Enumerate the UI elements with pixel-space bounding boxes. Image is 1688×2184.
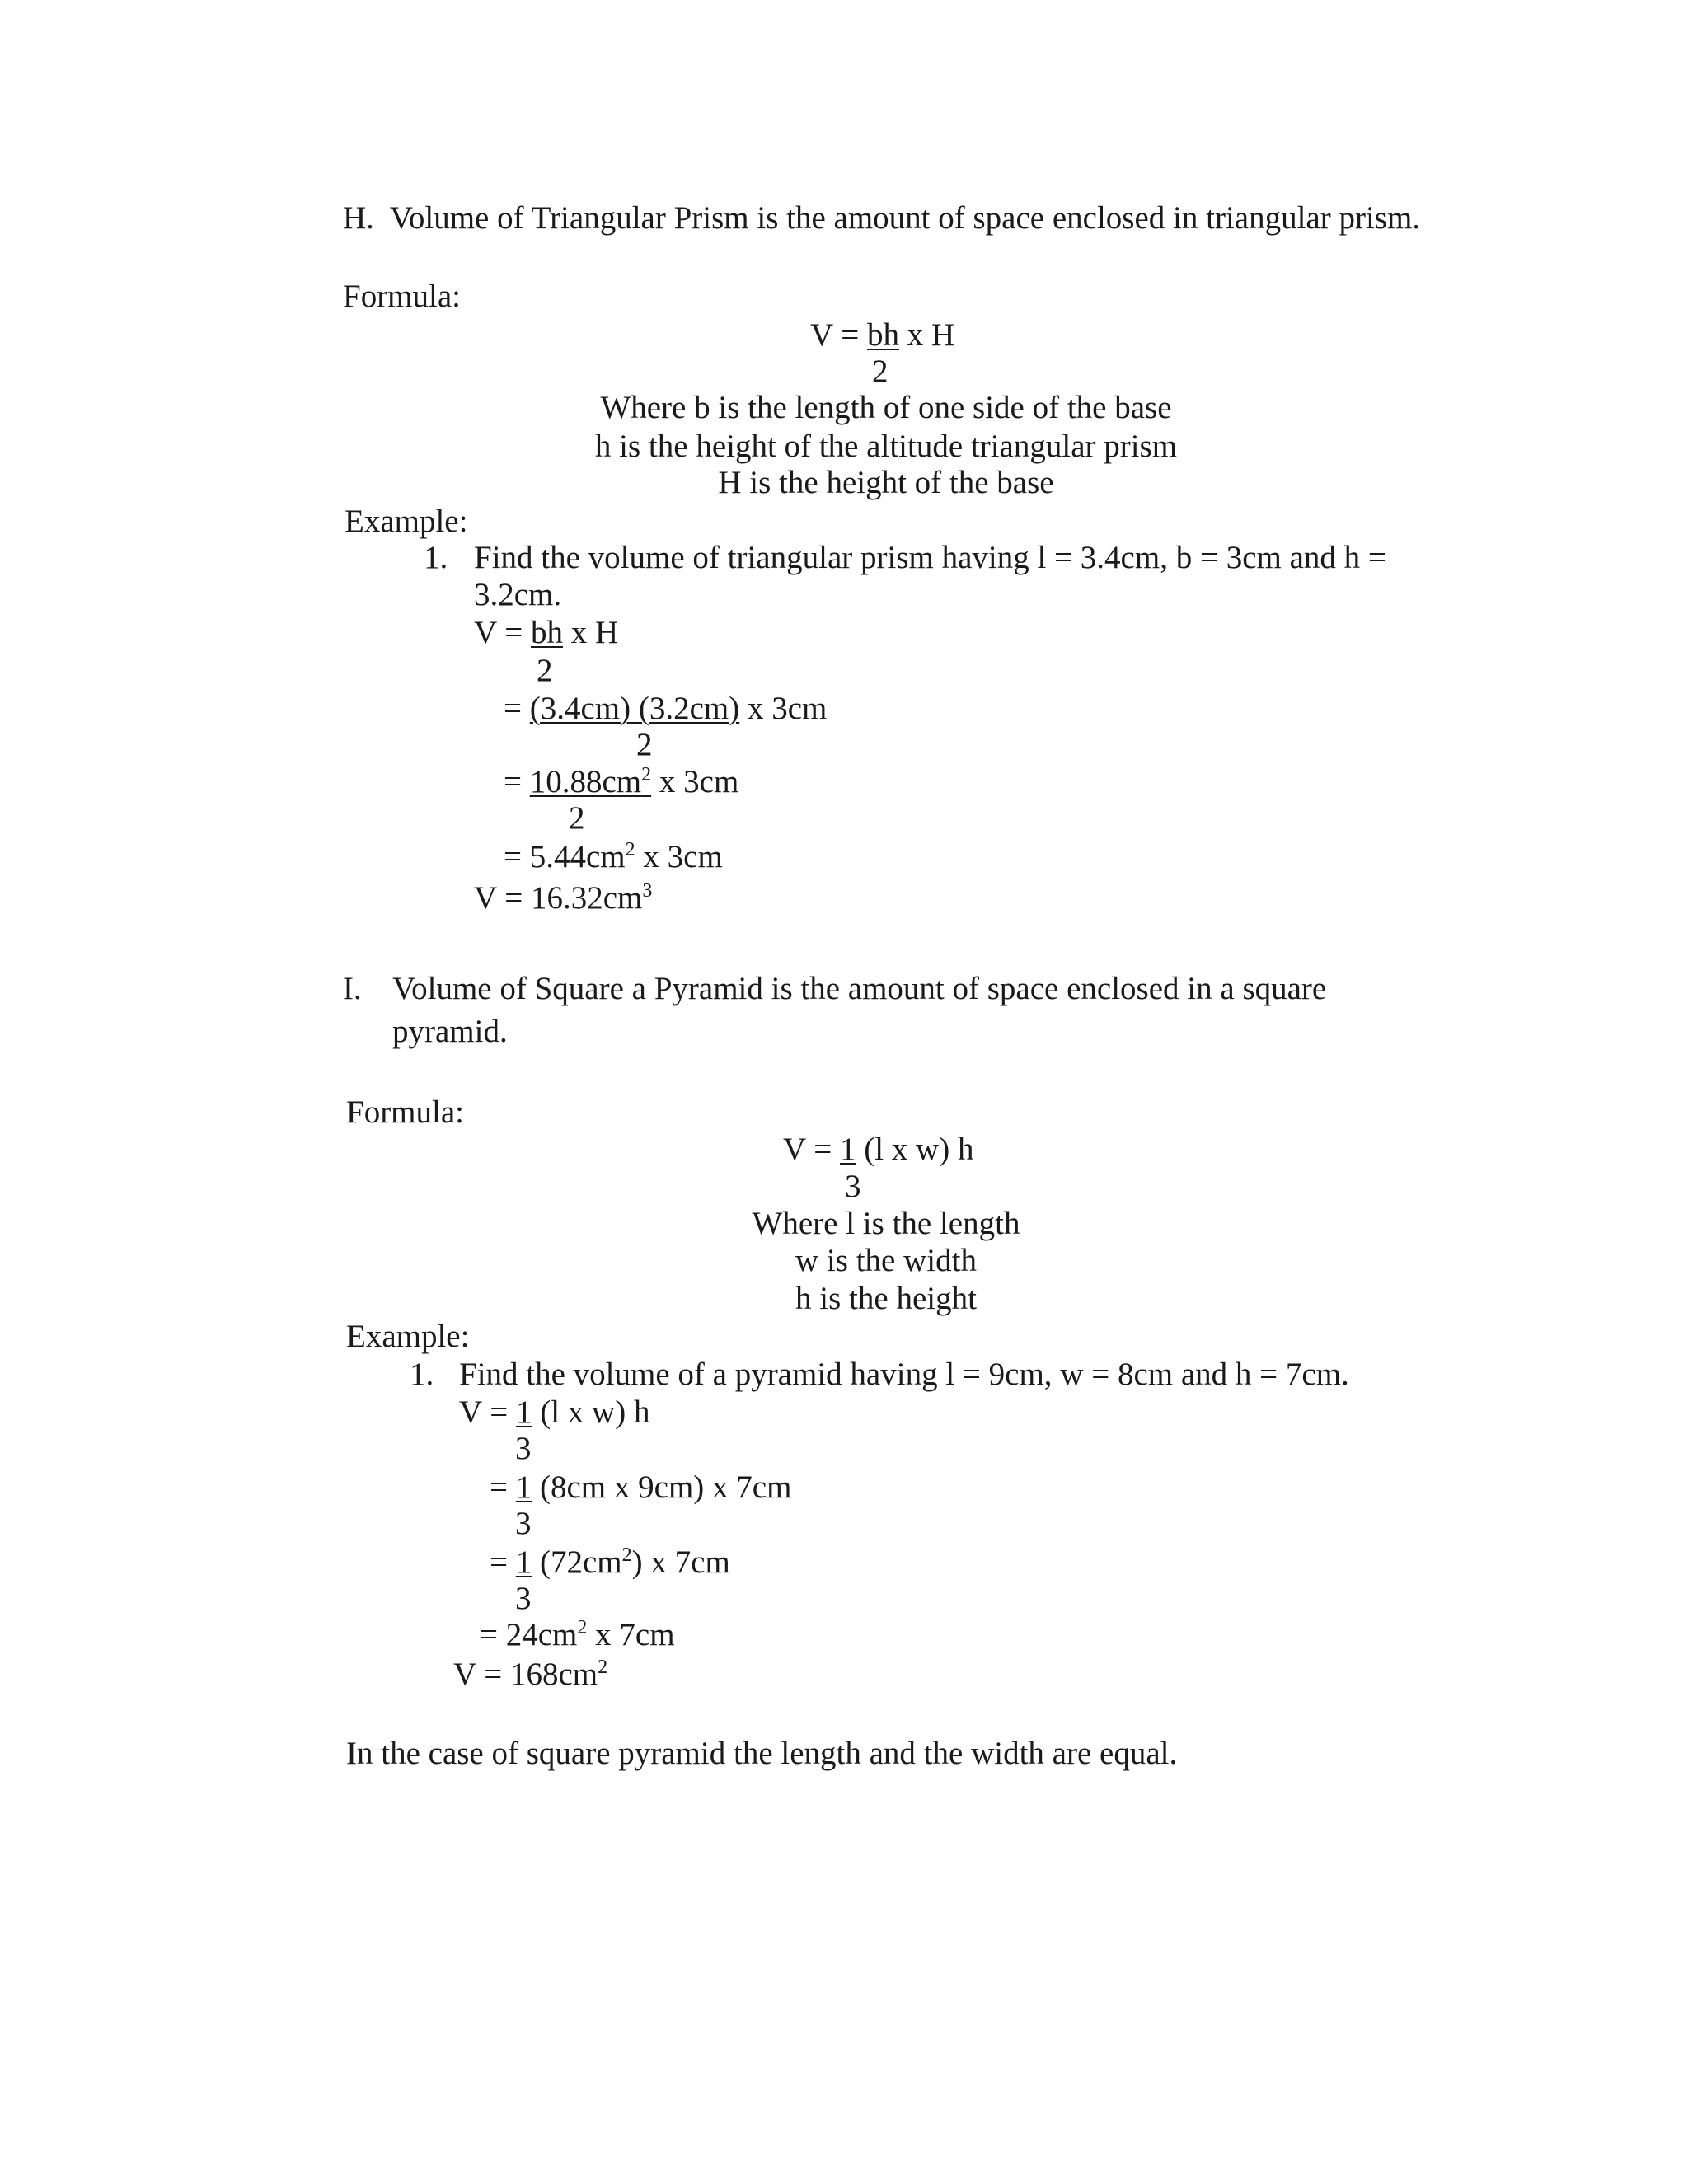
section-h-where-line: h is the height of the altitude triangular prism bbox=[594, 429, 1178, 464]
section-i-result: $V = 168cm^2$ bbox=[453, 1657, 608, 1692]
section-i-text-cont: pyramid. bbox=[392, 1014, 508, 1049]
section-h-formula-denominator: 2 bbox=[872, 354, 889, 389]
section-i-example-question: Find the volume of a pyramid having l = 9cm, w = 8cm and h = 7cm. bbox=[459, 1357, 1349, 1392]
section-i-text: Volume of Square a Pyramid is the amount of space enclosed in a square bbox=[392, 971, 1327, 1006]
section-h-marker: H. bbox=[343, 200, 374, 236]
section-h-example-number: 1. bbox=[424, 540, 448, 575]
section-i-formula: V = 1 (l x w) h bbox=[783, 1132, 974, 1167]
section-h-step-1-denominator: 2 bbox=[537, 653, 553, 688]
section-h-example-question-cont: 3.2cm. bbox=[474, 577, 562, 612]
section-i-step-2: = 1 (8cm x 9cm) x 7cm bbox=[490, 1469, 792, 1505]
section-h-step-2: = (3.4cm) (3.2cm) x 3cm bbox=[504, 691, 828, 726]
section-h-heading bbox=[343, 202, 1420, 234]
section-i-step-3: = 1 $(72cm^2)$ x 7cm bbox=[490, 1544, 730, 1580]
section-i-formula-denominator: 3 bbox=[845, 1169, 861, 1204]
section-i-where-line: h is the height bbox=[795, 1281, 977, 1316]
section-h-step-1: V = bh x H bbox=[474, 615, 619, 650]
formula-numerator: 1 bbox=[839, 1132, 856, 1167]
section-h-step-4: = $5.44cm^2$ x 3cm bbox=[504, 839, 723, 874]
section-i-note: In the case of square pyramid the length and the width are equal. bbox=[346, 1736, 1178, 1771]
section-h-example-label: Example: bbox=[345, 504, 468, 539]
section-i-example-label: Example: bbox=[346, 1319, 470, 1354]
formula-numerator: bh bbox=[866, 317, 899, 353]
section-h-result: $V = 16.32cm^3$ bbox=[474, 880, 653, 916]
section-h-step-3: = $10.88cm^2$ x 3cm bbox=[504, 764, 739, 799]
section-i-step-1-denominator: 3 bbox=[515, 1431, 532, 1466]
section-i-step-4: = $24cm^2$ x 7cm bbox=[480, 1617, 675, 1652]
section-i-step-1: V = 1 (l x w) h bbox=[459, 1394, 650, 1430]
section-h-formula-label: Formula: bbox=[343, 279, 461, 314]
section-h-step-3-denominator: 2 bbox=[569, 800, 585, 836]
section-i-step-3-denominator: 3 bbox=[515, 1581, 532, 1616]
section-i-example-number: 1. bbox=[410, 1357, 434, 1392]
section-h-where-line: H is the height of the base bbox=[718, 465, 1054, 500]
section-i-marker: I. bbox=[343, 971, 362, 1006]
section-i-step-2-denominator: 3 bbox=[515, 1506, 532, 1541]
section-h-text: Volume of Triangular Prism is the amount of space enclosed in triangular prism. bbox=[389, 200, 1421, 236]
section-i-where-line: Where l is the length bbox=[752, 1206, 1020, 1241]
section-h-example-question: Find the volume of triangular prism having l = 3.4cm, b = 3cm and h = bbox=[474, 540, 1386, 575]
section-h-formula: V = bh x H bbox=[810, 317, 955, 353]
section-i-formula-label: Formula: bbox=[346, 1094, 464, 1130]
section-i-where-line: w is the width bbox=[795, 1243, 977, 1278]
section-h-step-2-denominator: 2 bbox=[636, 727, 653, 762]
section-h-where-line: Where b is the length of one side of the base bbox=[600, 390, 1172, 425]
